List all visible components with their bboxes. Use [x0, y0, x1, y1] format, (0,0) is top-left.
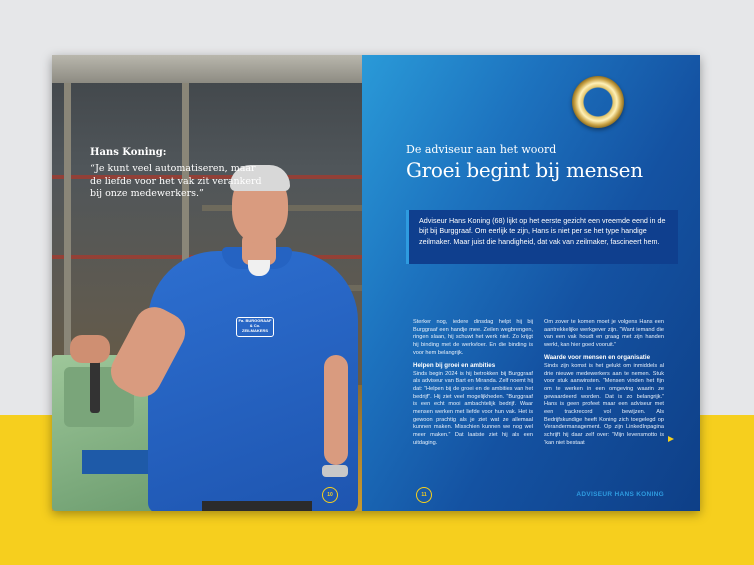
- workshop-pillar: [64, 83, 71, 383]
- continue-arrow-icon: [668, 436, 674, 442]
- article-headline: Groei begint bij mensen: [406, 158, 643, 182]
- page-number-left: 10: [322, 487, 338, 503]
- shirt-logo: Fa. BURGGRAAF & Co. ZEILMAKERS: [236, 317, 274, 337]
- person-left-hand: [70, 335, 110, 363]
- article-kicker: De adviseur aan het woord: [406, 143, 557, 156]
- wristwatch: [322, 465, 348, 477]
- brass-grommet-icon: [572, 76, 624, 128]
- magazine-spread: [52, 55, 700, 511]
- person-pants: [202, 501, 312, 511]
- body-paragraph: Om zover te komen moet je volgens Hans een aantrekkelijke werkgever zijn. “Want iemand die van een vak houdt en graag met zijn handen werkt, kan hier goed vooruit.”: [544, 319, 664, 349]
- left-page-photo: [52, 55, 362, 511]
- quote-text: “Je kunt veel automatiseren, maar de liefde voor het vak zit verankerd bij onze medewerkers.”: [90, 163, 262, 199]
- footer-section-label: ADVISEUR HANS KONING: [576, 491, 664, 498]
- grommet-press-lever: [90, 355, 100, 413]
- workshop-ceiling: [52, 55, 362, 83]
- section-heading: Helpen bij groei en ambities: [413, 361, 496, 369]
- right-page-article: [362, 55, 700, 511]
- intro-text: Adviseur Hans Koning (68) lijkt op het eerste gezicht een vreemde eend in de bijt bij Burggraaf. Om eerlijk te zijn, Hans is niet per se het type handige zeilmaker. Maar juist die handigheid, dat vak van zeilmaker, fascineert hem.: [419, 216, 666, 246]
- page-number-right: 11: [416, 487, 432, 503]
- quote-name: Hans Koning:: [90, 147, 167, 158]
- body-paragraph: Sterker nog, iedere dinsdag helpt hij bij Burggraaf een handje mee. Zeilen wegbrengen, ringen slaan, hij schuwt het werk niet. Zo krijgt hij binding met de werkvloer. En die binding is voor hem belangrijk.: [413, 319, 533, 356]
- body-paragraph: Sinds begin 2024 is hij betrokken bij Burggraaf als adviseur van Bart en Miranda. Zelf noemt hij dat: “Helpen bij de groei en de ambities van het bedrijf”. Hij ziet veel mogelijkheden. “Burggraaf is een echt mooi ambachtelijk bedrijf. Waar mensen werken met liefde voor hun vak. Het is gewoon prachtig als je ziet wat ze allemaal kunnen maken. Misschien kunnen we nog wel meer maken.” Dat laatste ziet hij als een uitdaging.: [413, 370, 533, 446]
- intro-box: [406, 210, 678, 264]
- person-right-arm: [324, 355, 348, 465]
- section-heading: Waarde voor mensen en organisatie: [544, 353, 651, 361]
- body-column-1: [413, 319, 533, 452]
- body-column-2: [544, 319, 664, 452]
- body-paragraph: Sinds zijn komst is het gelukt om inmiddels al drie nieuwe medewerkers aan te nemen. Stuk voor stuk aanwinsten. “Mensen vinden het fijn om te werken in een omgeving waarin ze gewaardeerd worden. Dat is zo belangrijk.” Hans is geen profeet maar een adviseur met een trackrecord vol bewijzen. Als Bedrijfskundige heeft Koning zich toegelegd op Verandermanagement. Op zijn LinkedInpagina schrijft hij daar zelf over: “Mijn levensmotto is ‘kan niet bestaat: [544, 362, 664, 446]
